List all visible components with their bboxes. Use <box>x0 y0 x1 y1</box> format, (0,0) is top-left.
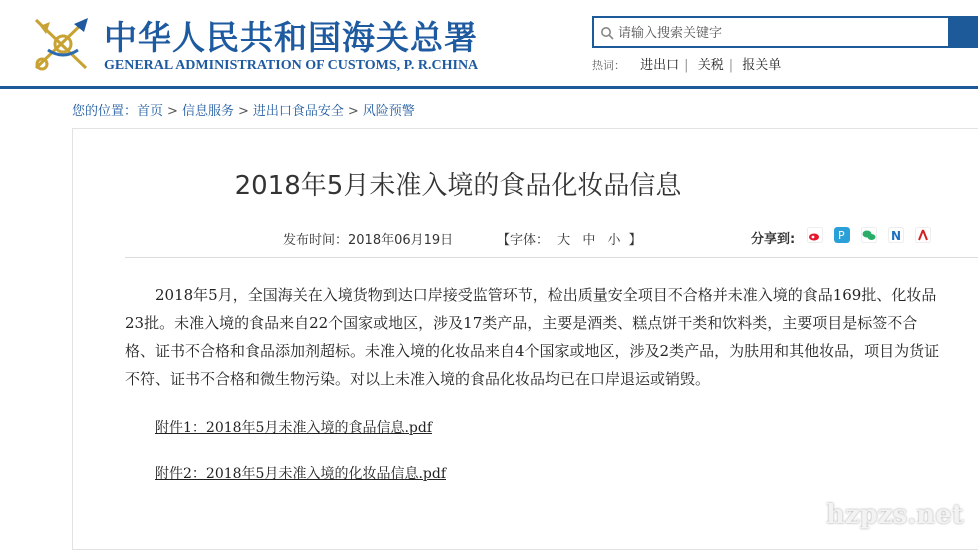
watermark: hzpzs.net <box>826 500 964 530</box>
font-size-selector <box>497 229 642 248</box>
publish-time <box>283 229 453 248</box>
svg-text:P: P <box>838 229 845 242</box>
breadcrumb-arrow: > <box>347 104 359 119</box>
publish-label: 发布时间： <box>283 233 349 248</box>
wechat-icon[interactable] <box>861 227 877 243</box>
tencent-icon[interactable] <box>834 227 850 243</box>
hot-word-link[interactable]: 报关单 <box>742 58 782 73</box>
breadcrumb <box>72 100 415 119</box>
renren-icon[interactable] <box>888 227 904 243</box>
article-body: 2018年5月，全国海关在入境货物到达口岸接受监管环节，检出质量安全项目不合格并未准入境的食品169批、化妆品23批。未准入境的食品来自22个国家或地区，涉及17类产品，主要是酒类、糕点饼干类和饮料类，主要项目是标签不合格、证书不合格和食品添加剂超标。未准入境的化妆品来自4个国家或地区，涉及2类产品，为肤用和其他妆品，项目为货证不符、证书不合格和微生物污染。对以上未准入境的食品化妆品均已在口岸退运或销毁。 <box>125 286 940 388</box>
search-box <box>592 16 978 48</box>
search-input[interactable] <box>616 21 950 45</box>
article-title: 2018年5月未准入境的食品化妆品信息 <box>234 171 682 201</box>
breadcrumb-item-risk-alert[interactable]: 风险预警 <box>362 104 415 119</box>
svg-text:N: N <box>891 229 902 243</box>
site-title-cn[interactable]: 中华人民共和国海关总署 <box>104 18 478 57</box>
font-size-large[interactable]: 大 <box>557 233 571 248</box>
article-panel <box>72 128 978 550</box>
search-icon <box>600 26 614 40</box>
breadcrumb-label: 您的位置： <box>72 104 138 119</box>
breadcrumb-item-food-safety[interactable]: 进出口食品安全 <box>252 104 344 119</box>
breadcrumb-item-home[interactable]: 首页 <box>137 104 164 119</box>
hot-word-link[interactable]: 关税 <box>697 58 724 73</box>
breadcrumb-item-info[interactable]: 信息服务 <box>181 104 234 119</box>
hot-word-link[interactable]: 进出口 <box>640 58 680 73</box>
attachment-link-2[interactable]: 附件2：2018年5月未准入境的化妆品信息.pdf <box>155 466 446 482</box>
breadcrumb-arrow: > <box>237 104 249 119</box>
hot-word-separator: | <box>684 58 689 73</box>
site-title-en[interactable]: GENERAL ADMINISTRATION OF CUSTOMS, P. R.CHINA <box>104 58 479 73</box>
font-size-medium[interactable]: 中 <box>582 233 596 248</box>
publish-date: 2018年06月19日 <box>348 233 454 248</box>
share-label: 分享到: <box>751 232 796 247</box>
people-icon[interactable] <box>915 227 931 243</box>
hot-words <box>592 54 786 73</box>
hot-word-separator: | <box>728 58 734 73</box>
customs-emblem-icon[interactable] <box>30 14 96 74</box>
divider <box>125 257 978 258</box>
search-button[interactable] <box>948 18 976 46</box>
attachment-link-1[interactable]: 附件1：2018年5月未准入境的食品信息.pdf <box>155 420 432 436</box>
font-size-small[interactable]: 小 <box>607 233 621 248</box>
breadcrumb-arrow: > <box>167 104 178 119</box>
site-header <box>0 0 978 89</box>
weibo-icon[interactable] <box>807 227 823 243</box>
font-size-open: 【字体： <box>497 233 550 248</box>
font-size-close: 】 <box>628 233 642 248</box>
hot-words-label: 热词： <box>592 59 625 72</box>
